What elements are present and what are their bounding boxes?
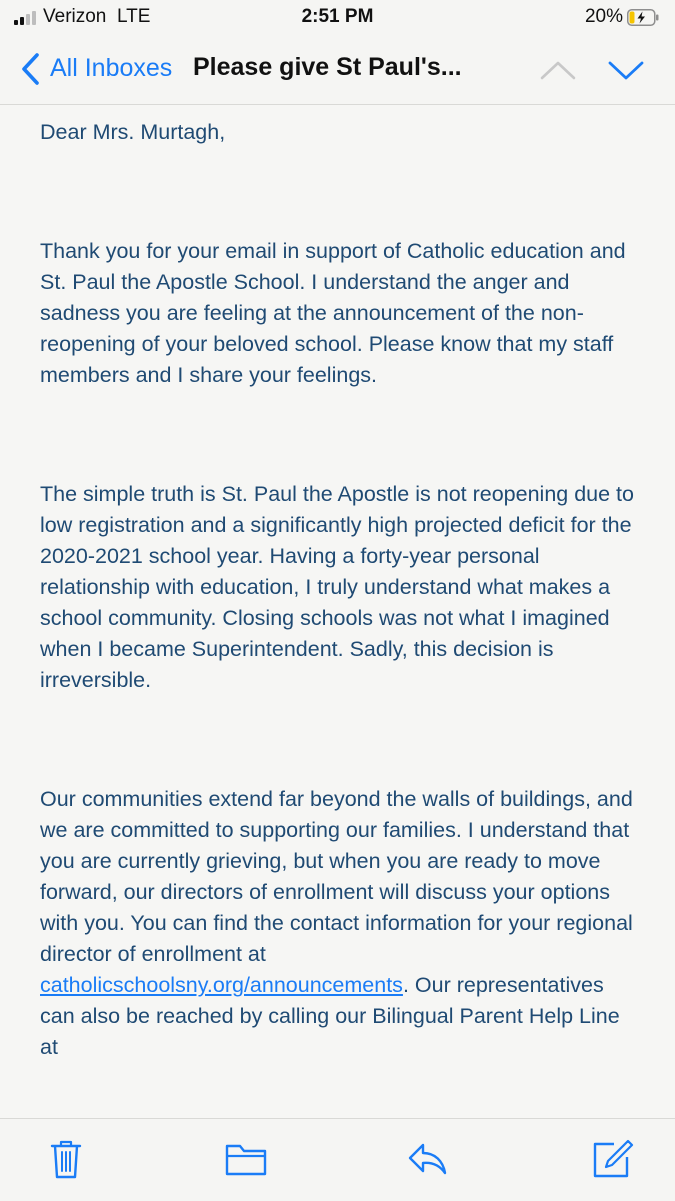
folder-icon[interactable] (224, 1137, 268, 1181)
reply-icon[interactable] (405, 1137, 449, 1181)
chevron-up-icon[interactable] (538, 58, 578, 82)
chevron-down-icon[interactable] (606, 58, 646, 82)
email-paragraph (40, 784, 640, 1063)
bottom-toolbar (0, 1118, 675, 1201)
carrier-name: Verizon (43, 6, 107, 27)
announcements-link[interactable]: catholicschoolsny.org/announcements (40, 973, 403, 997)
email-paragraph: Thank you for your email in support of Catholic education and St. Paul the Apostle School. I understand the anger and sadness you are feeling at the announcement of the non-reopening of your beloved school. Please know that my staff members and I share your feelings. (40, 239, 626, 387)
trash-icon[interactable] (44, 1137, 88, 1181)
paragraph-text: Our communities extend far beyond the walls of buildings, and we are committed to supporting our families. I understand that you are currently grieving, but when you are ready to move forward, our directors of enrollment will discuss your options with you. You can find the contact information for your regional director of enrollment at (40, 787, 633, 966)
status-time: 2:51 PM (301, 6, 374, 27)
back-button[interactable]: All Inboxes (50, 54, 173, 82)
battery-percent: 20% (584, 6, 623, 27)
compose-icon[interactable] (590, 1137, 634, 1181)
email-subject-title: Please give St Paul's... (193, 53, 462, 81)
email-body (40, 117, 640, 1063)
chevron-left-icon[interactable] (18, 52, 44, 86)
battery-charging-icon (627, 9, 659, 26)
status-bar (0, 0, 675, 36)
email-paragraph: The simple truth is St. Paul the Apostle is not reopening due to low registration and a significantly high projected deficit for the 2020-2021 school year. Having a forty-year personal relationship with education, I truly understand what makes a school community. Closing schools was not what I imagined when I became Superintendent. Sadly, this decision is irreversible. (40, 482, 634, 692)
paragraph-text: . Our representatives can also be reached by calling our Bilingual Parent Help Line at (40, 973, 620, 1059)
network-type: LTE (116, 6, 151, 27)
nav-bar (0, 36, 675, 105)
email-greeting: Dear Mrs. Murtagh, (40, 120, 226, 144)
